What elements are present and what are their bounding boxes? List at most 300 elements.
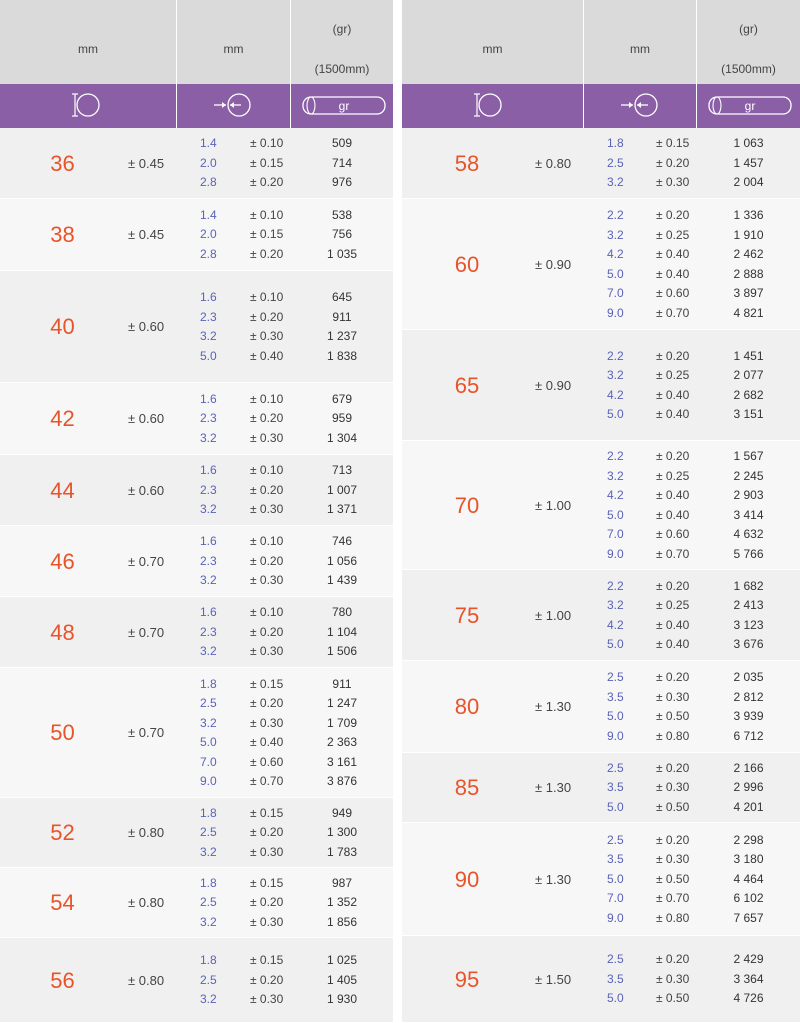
- wall-tolerance: ± 0.20: [250, 482, 284, 497]
- weight-unit: (gr): [739, 22, 758, 36]
- wall-tolerance: ± 0.15: [656, 136, 690, 151]
- wall-tolerance-list: [656, 831, 689, 929]
- wall-thickness: 4.2: [607, 617, 624, 632]
- weight-value: 911: [332, 309, 352, 324]
- weight-value: 959: [331, 411, 353, 426]
- wall-tolerance: ± 0.40: [656, 617, 690, 632]
- diameter-tolerance: ± 0.45: [128, 227, 165, 242]
- diameter-tolerance: ± 0.60: [128, 411, 165, 426]
- wall-thickness: 4.2: [607, 247, 624, 261]
- weight-value: 4 632: [733, 527, 764, 541]
- weight-value: 2 035: [733, 670, 764, 684]
- table-header: [402, 0, 800, 84]
- icon-row: [402, 84, 800, 128]
- wall-tolerance-list: [250, 804, 283, 863]
- wall-tolerance: ± 0.70: [250, 774, 284, 788]
- outer-diameter: 50: [50, 720, 75, 745]
- wall-tolerance: ± 0.20: [250, 895, 284, 910]
- wall-thickness: 7.0: [607, 286, 624, 300]
- weight-header: [697, 0, 800, 84]
- weight-value: 3 414: [733, 507, 764, 522]
- weight-value: 756: [331, 227, 353, 242]
- wall-tolerance: ± 0.30: [250, 573, 284, 588]
- table-row: [0, 798, 393, 868]
- table-row: [0, 668, 393, 798]
- wall-tolerance: ± 0.25: [656, 468, 690, 483]
- diameter-tolerance: ± 0.80: [128, 825, 165, 840]
- weight-value: 4 821: [733, 305, 764, 320]
- wall-tolerance: ± 0.30: [250, 644, 284, 659]
- diameter-tolerance: ± 1.30: [535, 780, 572, 795]
- wall-tolerance: ± 0.10: [250, 534, 284, 549]
- wall-tolerance: ± 0.20: [656, 449, 690, 463]
- weight-list: [697, 831, 800, 929]
- weight-value: 4 726: [733, 991, 764, 1006]
- wall-tolerance: ± 0.10: [250, 207, 284, 222]
- outer-diameter: 42: [50, 406, 75, 431]
- wall-tolerance: ± 0.30: [250, 914, 284, 929]
- wall-thickness-list: [607, 447, 624, 564]
- wall-thickness: 3.2: [607, 368, 624, 382]
- wall-tolerance: ± 0.30: [656, 852, 690, 867]
- wall-tolerance-list: [656, 759, 689, 818]
- wall-tolerance-list: [656, 668, 689, 746]
- weight-value: 1 056: [326, 553, 358, 568]
- weight-value: 746: [331, 534, 353, 549]
- weight-list: [291, 675, 393, 792]
- wall-tolerance: ± 0.30: [250, 502, 284, 517]
- weight-list: [291, 461, 393, 520]
- wall-tolerance: ± 0.15: [250, 155, 284, 170]
- weight-value: 1 304: [326, 430, 358, 445]
- table-row: [0, 128, 393, 199]
- table-header: [0, 0, 393, 84]
- wall-thickness: 2.2: [607, 348, 624, 363]
- wall-tolerance: ± 0.30: [250, 329, 284, 343]
- wall-thickness: 3.5: [607, 780, 624, 795]
- diameter-unit: mm: [78, 42, 98, 56]
- weight-list: [291, 134, 393, 193]
- wall-thickness: 2.5: [200, 696, 217, 710]
- outer-diameter: 60: [454, 251, 480, 277]
- wall-tolerance: ± 0.70: [656, 305, 690, 320]
- weight-value: 3 676: [733, 637, 764, 651]
- table-row: [0, 526, 393, 597]
- weight-value: 3 939: [733, 709, 764, 723]
- right-table: [402, 0, 800, 1023]
- length-note: (1500mm): [314, 62, 370, 76]
- weight-header: [291, 0, 393, 84]
- weight-list: [291, 951, 393, 1010]
- outer-diameter: 56: [50, 967, 75, 993]
- weight-list: [697, 759, 800, 818]
- diameter-tolerance: ± 0.45: [128, 155, 165, 171]
- wall-thickness: 5.0: [607, 871, 624, 886]
- diameter-tolerance: ± 0.90: [535, 256, 572, 272]
- diameter-tolerance: ± 0.80: [535, 155, 572, 171]
- weight-list: [291, 206, 393, 265]
- weight-value: 3 123: [733, 617, 764, 632]
- outer-diameter: 52: [50, 820, 75, 845]
- weight-value: 509: [331, 136, 353, 151]
- weight-list: [697, 347, 800, 425]
- wall-tolerance-list: [656, 577, 689, 655]
- wall-tolerance: ± 0.10: [250, 391, 284, 406]
- weight-value: 3 897: [733, 286, 764, 300]
- weight-value: 1 063: [733, 136, 764, 151]
- wall-tolerance: ± 0.10: [250, 290, 284, 304]
- weight-value: 679: [331, 391, 353, 406]
- wall-thickness-list: [200, 532, 217, 591]
- wall-tolerance: ± 0.15: [250, 875, 284, 890]
- wall-thickness: 5.0: [607, 507, 624, 522]
- table-row: [0, 383, 393, 455]
- wall-tolerance: ± 0.15: [250, 227, 284, 242]
- wall-thickness: 4.2: [607, 488, 624, 502]
- table-row: [0, 271, 393, 383]
- weight-value: 2 004: [733, 175, 764, 190]
- wall-tolerance: ± 0.40: [656, 387, 690, 402]
- wall-tolerance: ± 0.40: [656, 407, 690, 421]
- weight-list: [697, 134, 800, 193]
- wall-thickness: 1.6: [200, 605, 217, 620]
- wall-thickness: 5.0: [200, 735, 217, 749]
- diameter-icon: [402, 84, 584, 128]
- wall-tolerance-list: [656, 950, 689, 1009]
- weight-list: [697, 577, 800, 655]
- weight-value: 2 298: [733, 832, 764, 847]
- wall-thickness: 5.0: [200, 348, 217, 363]
- weight-value: 3 180: [733, 852, 764, 867]
- wall-thickness-list: [607, 831, 624, 929]
- diameter-tolerance: ± 0.70: [128, 553, 165, 569]
- wall-thickness: 7.0: [200, 754, 217, 769]
- wall-thickness-list: [200, 288, 217, 366]
- wall-thickness: 3.2: [200, 644, 217, 659]
- wall-thickness-list: [200, 390, 217, 449]
- wall-tolerance-list: [250, 603, 283, 662]
- weight-list: [697, 447, 800, 564]
- table-row: [0, 199, 393, 271]
- wall-tolerance: ± 0.10: [250, 605, 284, 620]
- weight-value: 1 405: [326, 972, 358, 987]
- weight-icon-label: gr: [744, 99, 756, 113]
- wall-tolerance: ± 0.20: [656, 952, 690, 967]
- table-row: [402, 199, 800, 330]
- wall-tolerance: ± 0.15: [250, 953, 284, 968]
- weight-value: 1 025: [326, 953, 358, 968]
- weight-value: 4 201: [733, 799, 764, 814]
- weight-value: 1 856: [326, 914, 358, 929]
- wall-thickness: 1.6: [200, 290, 217, 304]
- wall-tolerance: ± 0.50: [656, 991, 690, 1006]
- diameter-tolerance: ± 0.60: [128, 482, 165, 498]
- outer-diameter: 36: [50, 150, 75, 176]
- wall-unit: mm: [223, 42, 244, 56]
- wall-thickness: 1.8: [200, 953, 217, 968]
- weight-value: 3 364: [733, 971, 764, 986]
- wall-tolerance-list: [250, 951, 283, 1010]
- wall-tolerance: ± 0.40: [250, 348, 284, 363]
- table-row: [402, 330, 800, 441]
- wall-thickness: 3.2: [200, 502, 217, 517]
- wall-thickness: 3.2: [200, 715, 217, 730]
- wall-tolerance: ± 0.20: [656, 208, 690, 222]
- weight-icon-label: gr: [338, 99, 350, 113]
- wall-thickness: 3.2: [607, 468, 624, 483]
- diameter-unit: mm: [482, 42, 503, 56]
- wall-thickness: 1.6: [200, 463, 217, 478]
- wall-thickness: 5.0: [607, 709, 624, 723]
- wall-thickness: 2.8: [200, 246, 217, 261]
- wall-thickness: 1.8: [200, 676, 217, 691]
- wall-thickness: 3.5: [607, 971, 624, 986]
- weight-list: [291, 390, 393, 449]
- diameter-tolerance: ± 0.60: [128, 319, 165, 334]
- wall-thickness: 2.3: [200, 624, 217, 639]
- wall-tolerance: ± 0.50: [656, 709, 690, 723]
- weight-value: 2 429: [733, 952, 764, 967]
- wall-tolerance: ± 0.40: [656, 266, 690, 281]
- wall-thickness-list: [200, 675, 217, 792]
- outer-diameter: 70: [454, 492, 480, 518]
- wall-tolerance: ± 0.25: [656, 227, 690, 242]
- wall-thickness: 2.5: [607, 952, 624, 967]
- diameter-tolerance: ± 1.00: [535, 497, 572, 513]
- outer-diameter: 58: [454, 150, 480, 176]
- diameter-header: [0, 0, 177, 84]
- wall-thickness: 2.8: [200, 175, 217, 190]
- weight-value: 1 439: [326, 573, 358, 588]
- wall-thickness: 2.3: [200, 482, 217, 497]
- wall-thickness-list: [607, 347, 624, 425]
- wall-thickness: 3.2: [200, 914, 217, 929]
- weight-value: 1 838: [326, 348, 358, 363]
- weight-value: 1 371: [326, 502, 358, 517]
- wall-thickness: 3.5: [607, 689, 624, 704]
- weight-value: 2 682: [733, 387, 764, 402]
- weight-list: [291, 874, 393, 933]
- weight-unit: (gr): [332, 22, 352, 36]
- wall-unit: mm: [630, 42, 650, 56]
- weight-value: 1 783: [326, 844, 358, 859]
- weight-value: 1 237: [326, 329, 358, 343]
- wall-tolerance: ± 0.60: [656, 527, 690, 541]
- wall-thickness: 1.4: [200, 207, 217, 222]
- weight-value: 2 363: [326, 735, 358, 749]
- wall-tolerance: ± 0.80: [656, 910, 690, 925]
- weight-value: 1 352: [326, 895, 358, 910]
- wall-thickness: 9.0: [607, 910, 624, 925]
- wall-tolerance: ± 0.20: [250, 309, 284, 324]
- diameter-tolerance: ± 1.50: [535, 971, 572, 987]
- table-row: [402, 441, 800, 570]
- wall-thickness: 3.2: [607, 227, 624, 242]
- icon-row: [0, 84, 393, 128]
- wall-thickness-list: [607, 668, 624, 746]
- weight-value: 911: [332, 676, 352, 691]
- table-row: [402, 823, 800, 936]
- wall-thickness: 3.2: [200, 329, 217, 343]
- wall-tolerance: ± 0.40: [250, 735, 284, 749]
- wall-thickness: 9.0: [607, 305, 624, 320]
- wall-thickness: 9.0: [607, 546, 624, 561]
- wall-tolerance: ± 0.20: [250, 246, 284, 261]
- wall-thickness-icon: [584, 84, 697, 128]
- wall-thickness: 2.3: [200, 411, 217, 426]
- wall-tolerance: ± 0.50: [656, 871, 690, 886]
- wall-tolerance: ± 0.20: [656, 578, 690, 593]
- weight-value: 538: [331, 207, 353, 222]
- wall-tolerance: ± 0.25: [656, 368, 690, 382]
- wall-tolerance: ± 0.20: [656, 760, 690, 775]
- wall-tolerance: ± 0.70: [656, 546, 690, 561]
- wall-tolerance-list: [656, 347, 689, 425]
- table-row: [0, 455, 393, 526]
- wall-tolerance: ± 0.20: [250, 553, 284, 568]
- weight-value: 5 766: [733, 546, 764, 561]
- wall-tolerance: ± 0.30: [656, 780, 690, 795]
- wall-tolerance: ± 0.30: [250, 715, 284, 730]
- wall-tolerance: ± 0.30: [656, 689, 690, 704]
- weight-value: 1 007: [326, 482, 358, 497]
- diameter-tolerance: ± 1.30: [535, 871, 572, 887]
- wall-thickness: 3.2: [607, 598, 624, 612]
- wall-tolerance: ± 0.30: [250, 430, 284, 445]
- table-row: [402, 936, 800, 1023]
- weight-list: [291, 288, 393, 366]
- wall-header: [584, 0, 697, 84]
- table-row: [402, 753, 800, 823]
- wall-tolerance: ± 0.40: [656, 507, 690, 522]
- wall-thickness: 2.5: [200, 825, 217, 840]
- wall-thickness: 2.5: [200, 895, 217, 910]
- wall-thickness-list: [200, 206, 217, 265]
- wall-tolerance: ± 0.50: [656, 799, 690, 814]
- wall-tolerance: ± 0.70: [656, 891, 690, 906]
- weight-icon: [697, 84, 800, 128]
- table-row: [402, 661, 800, 753]
- weight-value: 1 682: [733, 578, 764, 593]
- outer-diameter: 90: [454, 866, 480, 892]
- wall-thickness: 3.2: [200, 573, 217, 588]
- outer-diameter: 38: [50, 222, 75, 247]
- weight-value: 1 709: [326, 715, 358, 730]
- outer-diameter: 65: [454, 372, 480, 398]
- wall-thickness-icon: [177, 84, 291, 128]
- weight-list: [697, 206, 800, 323]
- weight-value: 2 903: [733, 488, 764, 502]
- weight-value: 780: [331, 605, 353, 620]
- wall-thickness: 2.5: [200, 972, 217, 987]
- weight-value: 714: [331, 155, 353, 170]
- wall-thickness: 1.6: [200, 391, 217, 406]
- wall-tolerance: ± 0.20: [250, 411, 284, 426]
- weight-value: 2 077: [733, 368, 764, 382]
- weight-value: 2 888: [733, 266, 764, 281]
- outer-diameter: 85: [454, 775, 480, 800]
- outer-diameter: 48: [50, 619, 75, 645]
- wall-tolerance: ± 0.20: [656, 670, 690, 684]
- wall-thickness: 1.4: [200, 136, 217, 151]
- wall-thickness-list: [607, 206, 624, 323]
- table-row: [0, 938, 393, 1023]
- wall-thickness-list: [200, 134, 217, 193]
- wall-thickness: 1.8: [607, 136, 624, 151]
- wall-thickness: 2.5: [607, 670, 624, 684]
- wall-thickness-list: [200, 874, 217, 933]
- wall-tolerance: ± 0.80: [656, 728, 690, 743]
- weight-list: [291, 603, 393, 662]
- outer-diameter: 95: [454, 966, 480, 992]
- weight-value: 949: [331, 805, 353, 820]
- wall-thickness: 5.0: [607, 407, 624, 421]
- weight-value: 4 464: [733, 871, 764, 886]
- diameter-header: [402, 0, 584, 84]
- wall-thickness: 2.2: [607, 449, 624, 463]
- wall-thickness: 3.2: [200, 844, 217, 859]
- diameter-tolerance: ± 0.70: [128, 725, 165, 740]
- wall-tolerance: ± 0.25: [656, 598, 690, 612]
- weight-value: 2 166: [733, 760, 764, 775]
- wall-tolerance: ± 0.30: [250, 844, 284, 859]
- wall-thickness: 1.8: [200, 875, 217, 890]
- weight-value: 713: [331, 463, 353, 478]
- wall-tolerance: ± 0.20: [250, 825, 284, 840]
- wall-tolerance: ± 0.40: [656, 247, 690, 261]
- diameter-tolerance: ± 0.80: [128, 972, 165, 988]
- wall-thickness-list: [200, 603, 217, 662]
- wall-tolerance-list: [250, 288, 283, 366]
- wall-thickness-list: [607, 759, 624, 818]
- wall-tolerance: ± 0.60: [250, 754, 284, 769]
- outer-diameter: 40: [50, 314, 75, 339]
- weight-value: 1 457: [733, 155, 764, 170]
- wall-tolerance: ± 0.30: [656, 175, 690, 190]
- wall-thickness: 3.2: [607, 175, 624, 190]
- weight-list: [291, 804, 393, 863]
- weight-value: 1 336: [733, 208, 764, 222]
- wall-tolerance-list: [250, 532, 283, 591]
- wall-tolerance: ± 0.20: [250, 175, 284, 190]
- wall-thickness: 2.5: [607, 760, 624, 775]
- wall-thickness-list: [607, 577, 624, 655]
- weight-value: 1 567: [733, 449, 764, 463]
- length-note: (1500mm): [721, 62, 776, 76]
- wall-thickness: 2.0: [200, 227, 217, 242]
- weight-value: 1 506: [326, 644, 358, 659]
- weight-value: 645: [331, 290, 353, 304]
- wall-thickness: 5.0: [607, 266, 624, 281]
- wall-thickness: 5.0: [607, 799, 624, 814]
- table-row: [0, 868, 393, 938]
- weight-value: 1 451: [733, 348, 764, 363]
- wall-tolerance: ± 0.20: [250, 696, 284, 710]
- wall-tolerance: ± 0.20: [250, 624, 284, 639]
- wall-thickness: 1.8: [200, 805, 217, 820]
- wall-thickness-list: [607, 950, 624, 1009]
- wall-thickness: 2.3: [200, 553, 217, 568]
- wall-thickness: 2.5: [607, 832, 624, 847]
- weight-value: 1 910: [733, 227, 764, 242]
- outer-diameter: 46: [50, 548, 75, 574]
- wall-thickness: 2.3: [200, 309, 217, 324]
- weight-list: [291, 532, 393, 591]
- weight-list: [697, 668, 800, 746]
- wall-tolerance-list: [656, 206, 689, 323]
- wall-tolerance-list: [250, 206, 283, 265]
- wall-tolerance: ± 0.30: [656, 971, 690, 986]
